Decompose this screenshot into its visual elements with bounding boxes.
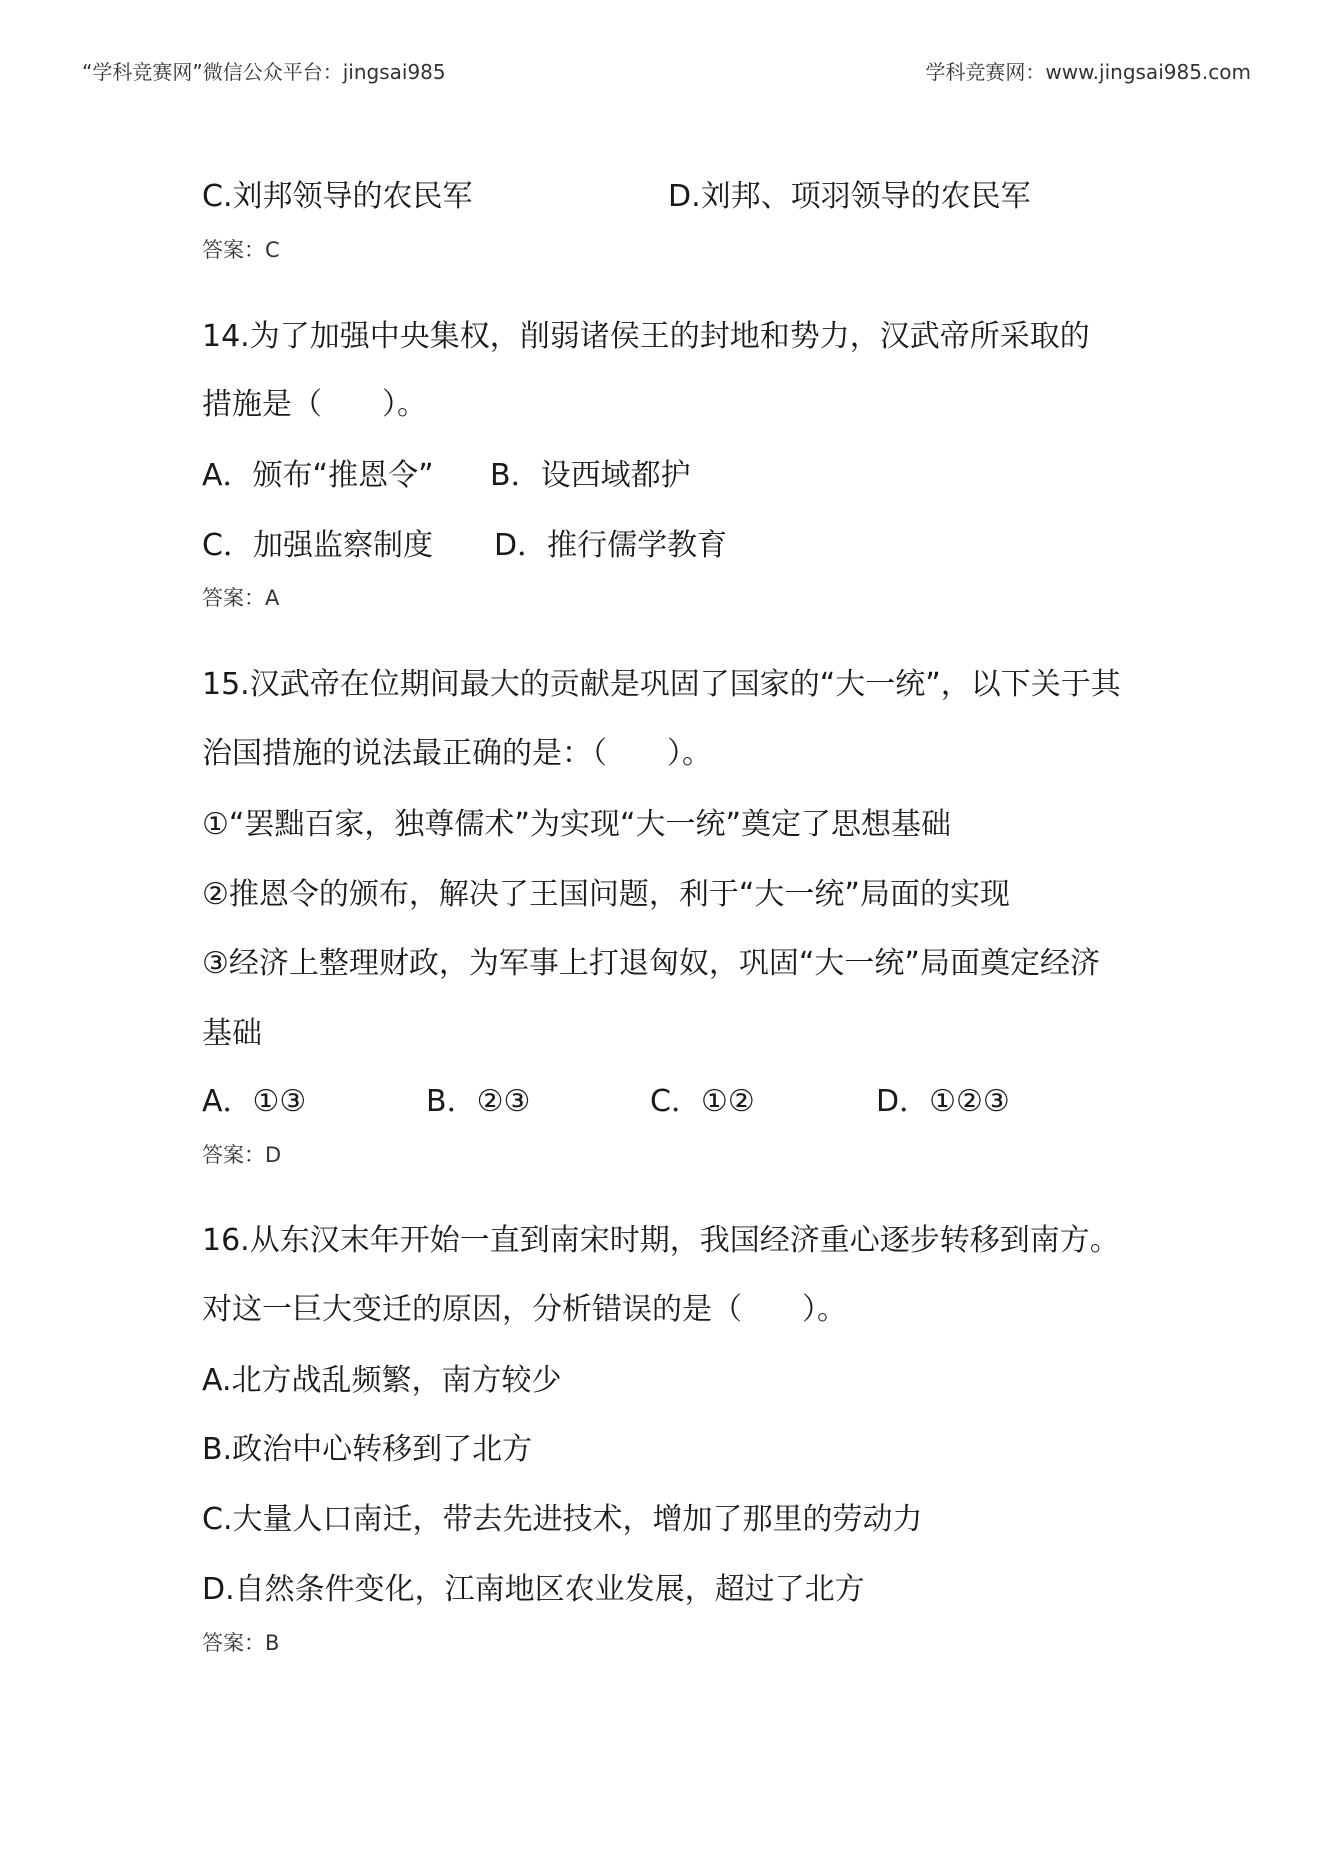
q14-option-c: C．加强监察制度 (202, 528, 433, 563)
q14-option-b: B．设西域都护 (490, 458, 691, 493)
q15-stem-line2: 治国措施的说法最正确的是：（ ）。 (202, 736, 712, 771)
q13-answer: 答案：C (202, 238, 280, 262)
q15-item3-line2: 基础 (202, 1016, 262, 1051)
q16-option-d: D.自然条件变化，江南地区农业发展，超过了北方 (202, 1572, 865, 1607)
q14-option-a: A．颁布“推恩令” (202, 458, 434, 493)
q13-option-c: C.刘邦领导的农民军 (202, 179, 473, 214)
q15-item1: ①“罢黜百家，独尊儒术”为实现“大一统”奠定了思想基础 (202, 807, 952, 842)
q14-answer: 答案：A (202, 586, 280, 610)
q16-stem-line1: 16.从东汉末年开始一直到南宋时期，我国经济重心逐步转移到南方。 (202, 1223, 1120, 1258)
q16-option-a: A.北方战乱频繁，南方较少 (202, 1363, 562, 1398)
q15-stem-line1: 15.汉武帝在位期间最大的贡献是巩固了国家的“大一统”，以下关于其 (202, 667, 1121, 702)
q14-stem-line2: 措施是（ ）。 (202, 387, 427, 422)
q15-option-d: D．①②③ (876, 1084, 1010, 1119)
q15-item3-line1: ③经济上整理财政，为军事上打退匈奴，巩固“大一统”局面奠定经济 (202, 946, 1100, 981)
header-wechat-text: “学科竞赛网”微信公众平台：jingsai985 (82, 60, 446, 84)
q16-option-b: B.政治中心转移到了北方 (202, 1432, 533, 1467)
q14-option-d: D．推行儒学教育 (494, 528, 728, 563)
q15-option-b: B．②③ (426, 1084, 531, 1119)
q16-stem-line2: 对这一巨大变迁的原因，分析错误的是（ ）。 (202, 1292, 847, 1327)
q16-option-c: C.大量人口南迁，带去先进技术，增加了那里的劳动力 (202, 1502, 923, 1537)
q15-option-a: A．①③ (202, 1084, 307, 1119)
q13-option-d: D.刘邦、项羽领导的农民军 (668, 179, 1031, 214)
header-website-text: 学科竞赛网：www.jingsai985.com (925, 60, 1251, 84)
q15-option-c: C．①② (650, 1084, 755, 1119)
q15-item2: ②推恩令的颁布，解决了王国问题，利于“大一统”局面的实现 (202, 877, 1010, 912)
q15-answer: 答案：D (202, 1143, 282, 1167)
q14-stem-line1: 14.为了加强中央集权，削弱诸侯王的封地和势力，汉武帝所采取的 (202, 319, 1090, 354)
q16-answer: 答案：B (202, 1631, 280, 1655)
